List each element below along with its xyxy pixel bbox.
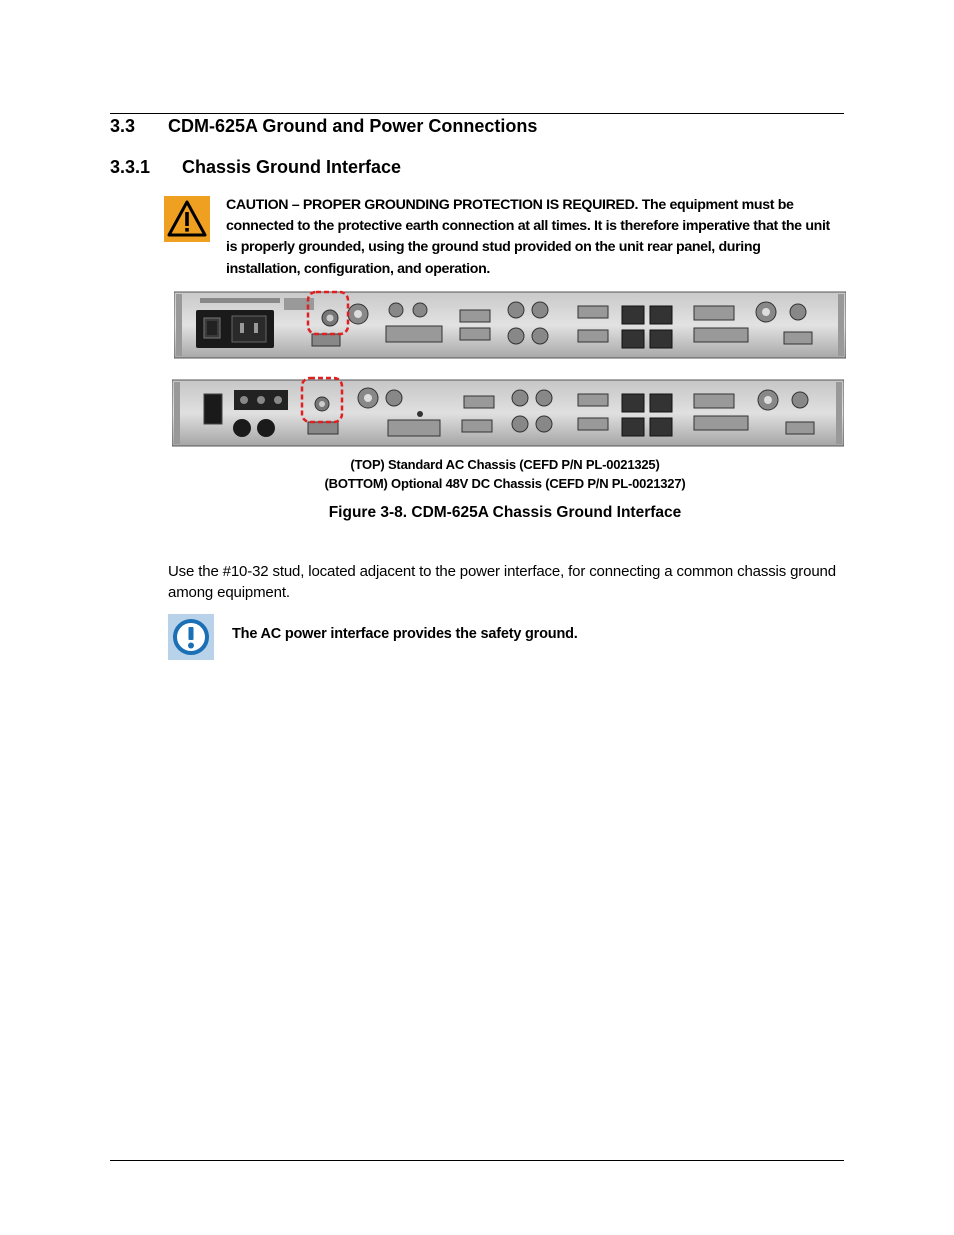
footer-rule — [110, 1160, 844, 1161]
figure-caption-bottom: (BOTTOM) Optional 48V DC Chassis (CEFD P/N PL-0021327) — [324, 476, 686, 491]
body-paragraph: Use the #10-32 stud, located adjacent to the power interface, for connecting a common chassis ground among equipment. — [168, 563, 836, 601]
subsection-number: 3.3.1 — [110, 157, 151, 177]
subsection-title: Chassis Ground Interface — [182, 157, 402, 177]
info-icon — [168, 614, 214, 660]
section-number: 3.3 — [110, 116, 136, 136]
header-rule — [110, 113, 844, 114]
caution-text: CAUTION – PROPER GROUNDING PROTECTION IS REQUIRED. The equipment must be connected to the protective earth connection at all times. It is therefore imperative that the unit is properly grounded, using the ground stud provided on the unit rear panel, during installation, configuration, and operation. — [226, 197, 830, 277]
dc-chassis-rear-panel — [172, 376, 844, 448]
note-text: The AC power interface provides the safety ground. — [232, 626, 578, 642]
warning-triangle-icon — [164, 196, 210, 242]
figure-caption-top: (TOP) Standard AC Chassis (CEFD P/N PL-0021325) — [350, 457, 660, 472]
ac-chassis-rear-panel — [174, 290, 846, 360]
figure-title: Figure 3-8. CDM-625A Chassis Ground Interface — [328, 504, 682, 521]
section-title: CDM-625A Ground and Power Connections — [168, 116, 538, 136]
